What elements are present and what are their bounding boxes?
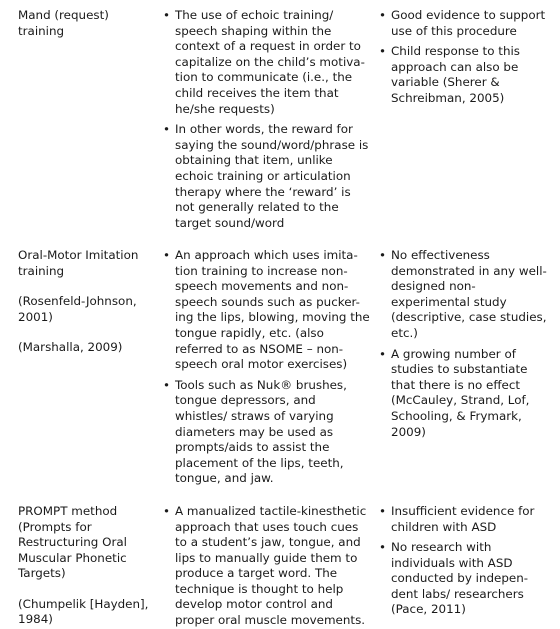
evidence-list <box>379 248 554 440</box>
evidence-item-text: A growing number of studies to substantiate that there is no effect (McCauley, Strand, Lof, Schooling, & Frymark, 2009) <box>391 346 530 439</box>
evidence-item-text: Child response to this approach can also be variable (Sherer & Schreibman, 2005) <box>391 44 520 105</box>
intervention-name-line: training <box>18 23 65 38</box>
evidence-item-text: No research with individuals with ASD conducted by indepen- dent labs/ researchers (Pace, 2011) <box>391 540 529 617</box>
description-list <box>163 248 371 487</box>
intervention-name-line: Mand (request) <box>18 8 109 22</box>
intervention-name-cell <box>0 487 163 629</box>
evidence-item-text: Insufficient evidence for children with ASD <box>391 503 535 534</box>
description-list <box>163 8 371 231</box>
intervention-name-line: Targets) <box>18 566 66 581</box>
evidence-list <box>379 8 554 107</box>
intervention-row <box>0 232 560 487</box>
evidence-cell <box>379 487 560 629</box>
intervention-name-line: PROMPT method <box>18 503 118 518</box>
intervention-name-line: Oral-Motor Imitation <box>18 248 139 262</box>
evidence-cell <box>379 232 560 487</box>
description-item-text: Tools such as Nuk® brushes, tongue depressors, and whistles/ straws of varying diameters may be used as prompts/aids to assist the placement of the lips, teeth, tongue, and jaw. <box>175 377 347 486</box>
evidence-item <box>379 540 554 618</box>
description-item-text: In other words, the reward for saying the sound/word/phrase is obtaining that item, unlike echoic training or articulation therapy where the ‘reward’ is not generally related to the target sound/word <box>175 122 369 230</box>
evidence-item <box>379 347 554 441</box>
evidence-item-text: No effectiveness demonstrated in any well-designed non- experimental study (descriptive, case studies, etc.) <box>391 248 547 340</box>
description-cell <box>163 232 379 487</box>
bullet-icon: • <box>163 248 171 262</box>
bullet-icon: • <box>163 377 171 392</box>
bullet-icon: • <box>379 8 387 22</box>
bullet-icon: • <box>379 44 387 59</box>
citation: (Marshalla, 2009) <box>18 340 123 355</box>
description-item <box>163 122 371 231</box>
evidence-cell <box>379 0 560 232</box>
intervention-name-cell <box>0 232 163 487</box>
intervention-name-line: training <box>18 263 65 278</box>
bullet-icon: • <box>379 540 387 555</box>
description-list <box>163 504 371 629</box>
description-cell <box>163 0 379 232</box>
intervention-row <box>0 487 560 629</box>
citation: (Chumpelik [Hayden], 1984) <box>18 596 149 627</box>
evidence-item <box>379 504 554 535</box>
evidence-item <box>379 8 554 39</box>
bullet-icon: • <box>163 503 171 518</box>
intervention-name-cell <box>0 0 163 232</box>
description-cell <box>163 487 379 629</box>
intervention-row <box>0 0 560 232</box>
citation: (Rosenfeld-Johnson, 2001) <box>18 294 137 324</box>
description-item <box>163 8 371 117</box>
evidence-list <box>379 504 554 618</box>
description-item <box>163 504 371 629</box>
evidence-item <box>379 44 554 106</box>
bullet-icon: • <box>379 248 387 262</box>
description-item-text: The use of echoic training/ speech shaping within the context of a request in order to capitalize on the child’s motiva- tion to communicate (i.e., the child receives the item that he/she requests) <box>175 8 365 116</box>
intervention-name-line: (Prompts for <box>18 519 92 534</box>
bullet-icon: • <box>163 122 171 137</box>
evidence-item-text: Good evidence to support use of this procedure <box>391 8 546 38</box>
evidence-item <box>379 248 554 342</box>
description-item-text: A manualized tactile-kinesthetic approach that uses touch cues to a student’s jaw, tongue, and lips to manually guide them to produce a target word. The technique is thought to help develop motor control and proper oral muscle movements. <box>175 503 367 628</box>
bullet-icon: • <box>163 8 171 22</box>
bullet-icon: • <box>379 346 387 361</box>
description-item <box>163 248 371 373</box>
bullet-icon: • <box>379 503 387 518</box>
description-item-text: An approach which uses imita- tion training to increase non- speech movements and non- speech sounds such as pucker- ing the lips, blowing, moving the tongue rapidly, etc. (also referred to as NSOME – non- speech oral motor exercises) <box>175 248 370 372</box>
intervention-name-line: Muscular Phonetic <box>18 550 127 565</box>
intervention-name-line: Restructuring Oral <box>18 535 127 550</box>
description-item <box>163 378 371 487</box>
